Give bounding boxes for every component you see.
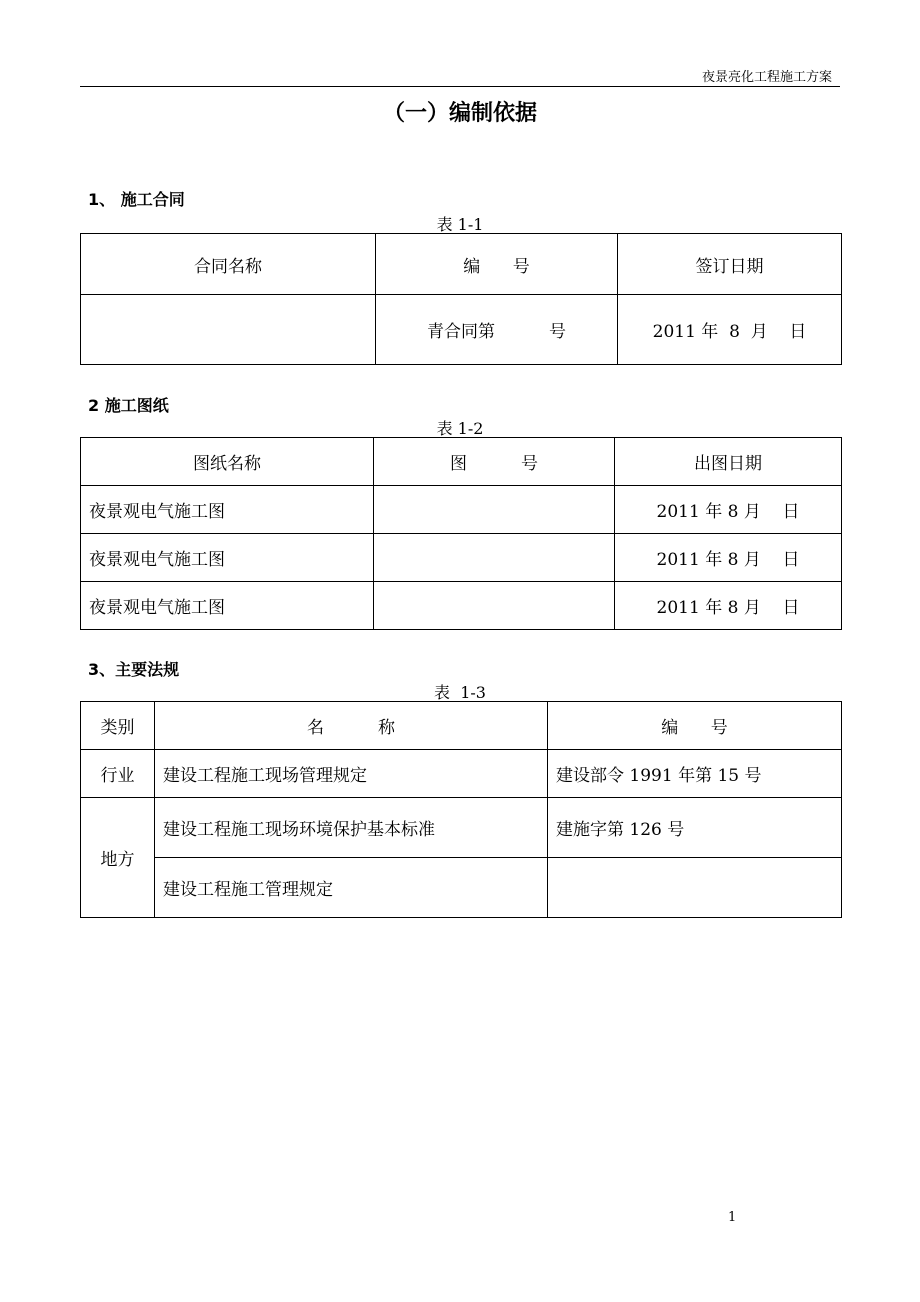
col-header-category: 类别 bbox=[81, 702, 155, 750]
table-row bbox=[81, 582, 842, 630]
table-row bbox=[81, 750, 842, 798]
section2-heading: 2 施工图纸 bbox=[88, 396, 169, 415]
page-title: （一）编制依据 bbox=[382, 101, 537, 126]
cell-issue-date: 2011 年 8 月 日 bbox=[615, 534, 842, 582]
col-header-reg-number: 编 号 bbox=[548, 702, 842, 750]
cell-drawing-number bbox=[374, 486, 615, 534]
table3-caption: 表 1-3 bbox=[434, 683, 486, 702]
contract-table bbox=[80, 233, 842, 365]
col-header-sign-date: 签订日期 bbox=[618, 234, 842, 295]
col-header-drawing-name: 图纸名称 bbox=[81, 438, 374, 486]
cell-drawing-number bbox=[374, 534, 615, 582]
header-rule bbox=[80, 86, 840, 87]
section3-heading: 3、主要法规 bbox=[88, 660, 180, 679]
header-doc-title: 夜景亮化工程施工方案 bbox=[701, 70, 832, 85]
table1-caption: 表 1-1 bbox=[436, 215, 484, 234]
table-row bbox=[81, 858, 842, 918]
cell-drawing-name: 夜景观电气施工图 bbox=[81, 486, 374, 534]
table-header-row bbox=[81, 438, 842, 486]
cell-issue-date: 2011 年 8 月 日 bbox=[615, 486, 842, 534]
cell-contract-number: 青合同第 号 bbox=[376, 295, 618, 365]
section1-heading: 1、 施工合同 bbox=[88, 190, 185, 209]
cell-category: 地方 bbox=[81, 798, 155, 918]
cell-drawing-name: 夜景观电气施工图 bbox=[81, 582, 374, 630]
cell-reg-name: 建设工程施工现场管理规定 bbox=[155, 750, 548, 798]
col-header-number: 编 号 bbox=[376, 234, 618, 295]
col-header-issue-date: 出图日期 bbox=[615, 438, 842, 486]
drawings-table bbox=[80, 437, 842, 630]
cell-issue-date: 2011 年 8 月 日 bbox=[615, 582, 842, 630]
col-header-contract-name: 合同名称 bbox=[81, 234, 376, 295]
page-number: 1 bbox=[728, 1210, 737, 1225]
cell-reg-name: 建设工程施工现场环境保护基本标准 bbox=[155, 798, 548, 858]
table-header-row bbox=[81, 702, 842, 750]
cell-drawing-name: 夜景观电气施工图 bbox=[81, 534, 374, 582]
cell-reg-number bbox=[548, 858, 842, 918]
cell-reg-number: 建设部令 1991 年第 15 号 bbox=[548, 750, 842, 798]
table-row bbox=[81, 486, 842, 534]
table-row bbox=[81, 534, 842, 582]
cell-drawing-number bbox=[374, 582, 615, 630]
table2-caption: 表 1-2 bbox=[436, 419, 484, 438]
table-row bbox=[81, 798, 842, 858]
cell-contract-name bbox=[81, 295, 376, 365]
table-row bbox=[81, 295, 842, 365]
cell-category: 行业 bbox=[81, 750, 155, 798]
col-header-reg-name: 名 称 bbox=[155, 702, 548, 750]
cell-reg-name: 建设工程施工管理规定 bbox=[155, 858, 548, 918]
col-header-drawing-number: 图 号 bbox=[374, 438, 615, 486]
regulations-table bbox=[80, 701, 842, 918]
cell-sign-date: 2011 年 8 月 日 bbox=[618, 295, 842, 365]
cell-reg-number: 建施字第 126 号 bbox=[548, 798, 842, 858]
table-header-row bbox=[81, 234, 842, 295]
